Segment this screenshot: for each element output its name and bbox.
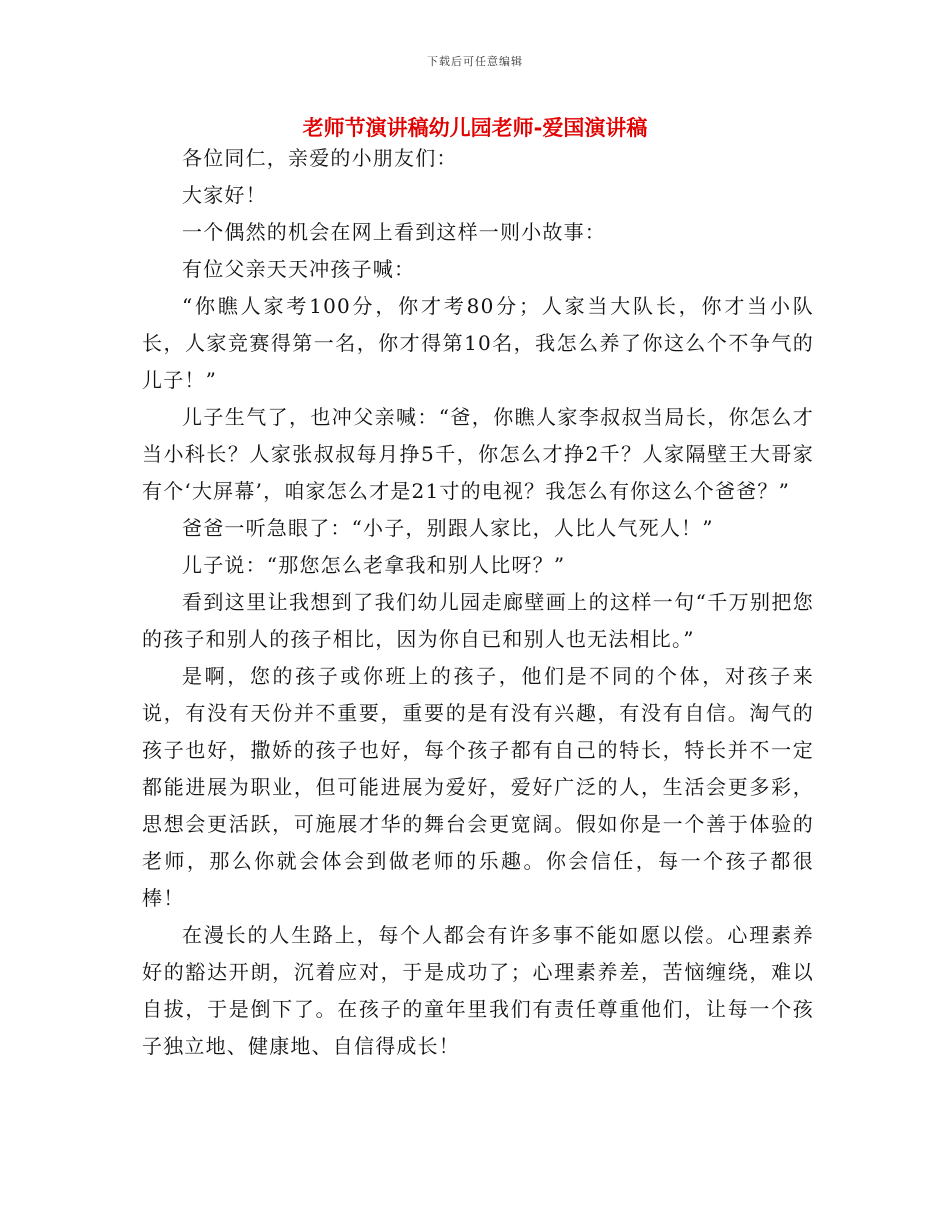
paragraph-conclusion: 在漫长的人生路上，每个人都会有许多事不能如愿以偿。心理素养好的豁达开朗，沉着应对，于是成功了；心理素养差，苦恼缠绕，难以自拔，于是倒下了。在孩子的童年里我们有责任尊重他们，让每一个孩子独立地、健康地、自信得成长！	[142, 923, 814, 1058]
paragraph-son-reply: 儿子生气了，也冲父亲喊：“爸，你瞧人家李叔叔当局长，你怎么才当小科长？人家张叔叔每月挣5千，你怎么才挣2千？人家隔壁王大哥家有个‘大屏幕’，咱家怎么才是21寸的电视？我怎么有你这么个爸爸？”	[142, 405, 814, 503]
paragraph-hello: 大家好！	[182, 183, 267, 207]
header-note: 下载后可任意编辑	[427, 55, 523, 68]
paragraph-reflection: 看到这里让我想到了我们幼儿园走廊壁画上的这样一句“千万别把您的孩子和别人的孩子相比，因为你自已和别人也无法相比。”	[142, 590, 814, 651]
paragraph-greeting: 各位同仁，亲爱的小朋友们：	[182, 146, 458, 170]
document-title: 老师节演讲稿幼儿园老师-爱国演讲稿	[302, 116, 648, 140]
document-body	[142, 140, 814, 1065]
paragraph-father-angry: 爸爸一听急眼了：“小子，别跟人家比，人比人气死人！”	[182, 516, 714, 540]
paragraph-individuality: 是啊，您的孩子或你班上的孩子，他们是不同的个体，对孩子来说，有没有天份并不重要，重要的是有没有兴趣，有没有自信。淘气的孩子也好，撒娇的孩子也好，每个孩子都有自己的特长，特长并不一定都能进展为职业，但可能进展为爱好，爱好广泛的人，生活会更多彩，思想会更活跃，可施展才华的舞台会更宽阔。假如你是一个善于体验的老师，那么你就会体会到做老师的乐趣。你会信任，每一个孩子都很棒！	[142, 664, 814, 910]
paragraph-father-quote: “你瞧人家考100分，你才考80分；人家当大队长，你才当小队长，人家竞赛得第一名，你才得第10名，我怎么养了你这么个不争气的儿子！”	[142, 294, 814, 392]
paragraph-son-question: 儿子说：“那您怎么老拿我和别人比呀？”	[182, 553, 566, 577]
paragraph-story-intro: 一个偶然的机会在网上看到这样一则小故事：	[182, 220, 606, 244]
paragraph-father-intro: 有位父亲天天冲孩子喊：	[182, 257, 416, 281]
